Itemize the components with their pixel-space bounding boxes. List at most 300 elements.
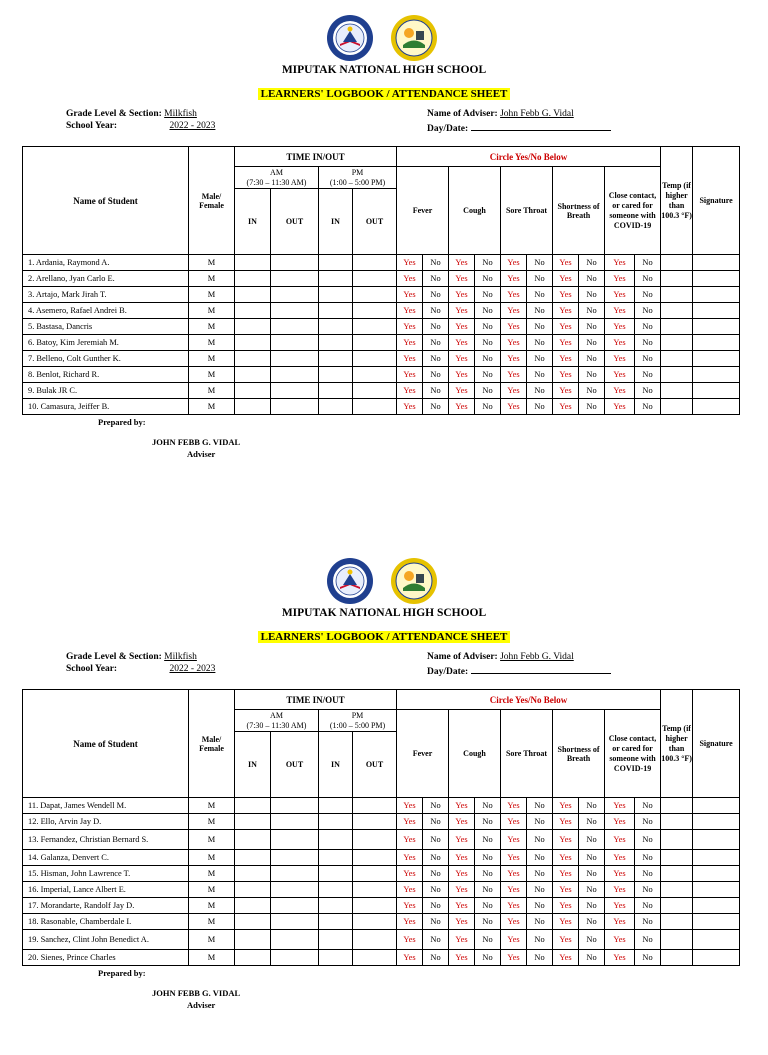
close-contact-yes[interactable]: Yes <box>605 399 635 415</box>
time-pm-in-cell[interactable] <box>319 303 353 319</box>
fever-yes[interactable]: Yes <box>397 898 423 914</box>
fever-yes[interactable]: Yes <box>397 367 423 383</box>
shortness-yes[interactable]: Yes <box>553 950 579 966</box>
sore-throat-yes[interactable]: Yes <box>501 367 527 383</box>
close-contact-no[interactable]: No <box>635 351 661 367</box>
close-contact-no[interactable]: No <box>635 287 661 303</box>
cough-no[interactable]: No <box>475 399 501 415</box>
time-am-out-cell[interactable] <box>271 287 319 303</box>
cough-no[interactable]: No <box>475 335 501 351</box>
time-pm-out-cell[interactable] <box>353 383 397 399</box>
shortness-no[interactable]: No <box>579 287 605 303</box>
time-pm-out-cell[interactable] <box>353 255 397 271</box>
time-pm-in-cell[interactable] <box>319 287 353 303</box>
cough-no[interactable]: No <box>475 914 501 930</box>
fever-no[interactable]: No <box>423 255 449 271</box>
close-contact-no[interactable]: No <box>635 850 661 866</box>
close-contact-yes[interactable]: Yes <box>605 287 635 303</box>
signature-cell[interactable] <box>693 367 740 383</box>
sore-throat-no[interactable]: No <box>527 367 553 383</box>
cough-yes[interactable]: Yes <box>449 930 475 950</box>
shortness-yes[interactable]: Yes <box>553 287 579 303</box>
close-contact-no[interactable]: No <box>635 271 661 287</box>
cough-no[interactable]: No <box>475 303 501 319</box>
shortness-yes[interactable]: Yes <box>553 319 579 335</box>
cough-yes[interactable]: Yes <box>449 914 475 930</box>
sore-throat-yes[interactable]: Yes <box>501 814 527 830</box>
close-contact-no[interactable]: No <box>635 882 661 898</box>
sore-throat-yes[interactable]: Yes <box>501 303 527 319</box>
fever-no[interactable]: No <box>423 271 449 287</box>
time-am-in-cell[interactable] <box>235 319 271 335</box>
time-pm-out-cell[interactable] <box>353 367 397 383</box>
cough-yes[interactable]: Yes <box>449 351 475 367</box>
sore-throat-no[interactable]: No <box>527 882 553 898</box>
sore-throat-no[interactable]: No <box>527 287 553 303</box>
temp-cell[interactable] <box>661 351 693 367</box>
fever-no[interactable]: No <box>423 914 449 930</box>
sore-throat-no[interactable]: No <box>527 850 553 866</box>
cough-yes[interactable]: Yes <box>449 383 475 399</box>
cough-no[interactable]: No <box>475 383 501 399</box>
shortness-no[interactable]: No <box>579 814 605 830</box>
signature-cell[interactable] <box>693 898 740 914</box>
time-am-in-cell[interactable] <box>235 850 271 866</box>
cough-no[interactable]: No <box>475 798 501 814</box>
shortness-yes[interactable]: Yes <box>553 351 579 367</box>
signature-cell[interactable] <box>693 271 740 287</box>
time-am-out-cell[interactable] <box>271 271 319 287</box>
cough-no[interactable]: No <box>475 814 501 830</box>
cough-no[interactable]: No <box>475 866 501 882</box>
close-contact-no[interactable]: No <box>635 950 661 966</box>
time-pm-out-cell[interactable] <box>353 399 397 415</box>
close-contact-no[interactable]: No <box>635 367 661 383</box>
time-am-out-cell[interactable] <box>271 367 319 383</box>
sore-throat-yes[interactable]: Yes <box>501 866 527 882</box>
time-pm-out-cell[interactable] <box>353 335 397 351</box>
close-contact-no[interactable]: No <box>635 383 661 399</box>
cough-yes[interactable]: Yes <box>449 303 475 319</box>
sore-throat-no[interactable]: No <box>527 898 553 914</box>
shortness-yes[interactable]: Yes <box>553 814 579 830</box>
cough-yes[interactable]: Yes <box>449 882 475 898</box>
time-pm-out-cell[interactable] <box>353 303 397 319</box>
close-contact-yes[interactable]: Yes <box>605 866 635 882</box>
fever-no[interactable]: No <box>423 866 449 882</box>
temp-cell[interactable] <box>661 399 693 415</box>
shortness-no[interactable]: No <box>579 383 605 399</box>
cough-no[interactable]: No <box>475 255 501 271</box>
signature-cell[interactable] <box>693 914 740 930</box>
day-date-field[interactable] <box>471 121 611 131</box>
signature-cell[interactable] <box>693 255 740 271</box>
shortness-yes[interactable]: Yes <box>553 255 579 271</box>
time-am-in-cell[interactable] <box>235 950 271 966</box>
time-am-out-cell[interactable] <box>271 950 319 966</box>
time-pm-in-cell[interactable] <box>319 367 353 383</box>
fever-yes[interactable]: Yes <box>397 850 423 866</box>
fever-yes[interactable]: Yes <box>397 798 423 814</box>
signature-cell[interactable] <box>693 850 740 866</box>
fever-yes[interactable]: Yes <box>397 882 423 898</box>
cough-yes[interactable]: Yes <box>449 255 475 271</box>
temp-cell[interactable] <box>661 898 693 914</box>
time-am-in-cell[interactable] <box>235 367 271 383</box>
sore-throat-yes[interactable]: Yes <box>501 255 527 271</box>
time-am-out-cell[interactable] <box>271 930 319 950</box>
temp-cell[interactable] <box>661 383 693 399</box>
time-am-out-cell[interactable] <box>271 399 319 415</box>
signature-cell[interactable] <box>693 950 740 966</box>
time-am-out-cell[interactable] <box>271 319 319 335</box>
time-pm-in-cell[interactable] <box>319 335 353 351</box>
fever-no[interactable]: No <box>423 850 449 866</box>
sore-throat-no[interactable]: No <box>527 814 553 830</box>
temp-cell[interactable] <box>661 866 693 882</box>
temp-cell[interactable] <box>661 930 693 950</box>
cough-no[interactable]: No <box>475 898 501 914</box>
close-contact-yes[interactable]: Yes <box>605 914 635 930</box>
time-pm-out-cell[interactable] <box>353 798 397 814</box>
shortness-yes[interactable]: Yes <box>553 850 579 866</box>
cough-no[interactable]: No <box>475 271 501 287</box>
close-contact-yes[interactable]: Yes <box>605 351 635 367</box>
time-am-out-cell[interactable] <box>271 798 319 814</box>
fever-yes[interactable]: Yes <box>397 351 423 367</box>
signature-cell[interactable] <box>693 335 740 351</box>
time-am-in-cell[interactable] <box>235 399 271 415</box>
fever-no[interactable]: No <box>423 882 449 898</box>
cough-yes[interactable]: Yes <box>449 271 475 287</box>
signature-cell[interactable] <box>693 882 740 898</box>
time-am-out-cell[interactable] <box>271 866 319 882</box>
fever-yes[interactable]: Yes <box>397 814 423 830</box>
shortness-no[interactable]: No <box>579 830 605 850</box>
sore-throat-yes[interactable]: Yes <box>501 319 527 335</box>
time-pm-out-cell[interactable] <box>353 319 397 335</box>
close-contact-no[interactable]: No <box>635 814 661 830</box>
time-am-out-cell[interactable] <box>271 898 319 914</box>
shortness-yes[interactable]: Yes <box>553 399 579 415</box>
cough-yes[interactable]: Yes <box>449 830 475 850</box>
time-pm-out-cell[interactable] <box>353 898 397 914</box>
time-am-out-cell[interactable] <box>271 303 319 319</box>
temp-cell[interactable] <box>661 335 693 351</box>
sore-throat-no[interactable]: No <box>527 914 553 930</box>
temp-cell[interactable] <box>661 287 693 303</box>
shortness-yes[interactable]: Yes <box>553 303 579 319</box>
fever-no[interactable]: No <box>423 351 449 367</box>
shortness-no[interactable]: No <box>579 914 605 930</box>
time-pm-in-cell[interactable] <box>319 950 353 966</box>
cough-yes[interactable]: Yes <box>449 866 475 882</box>
temp-cell[interactable] <box>661 303 693 319</box>
time-am-in-cell[interactable] <box>235 830 271 850</box>
fever-no[interactable]: No <box>423 950 449 966</box>
time-pm-in-cell[interactable] <box>319 319 353 335</box>
fever-no[interactable]: No <box>423 798 449 814</box>
close-contact-no[interactable]: No <box>635 303 661 319</box>
time-am-in-cell[interactable] <box>235 798 271 814</box>
shortness-no[interactable]: No <box>579 399 605 415</box>
shortness-yes[interactable]: Yes <box>553 271 579 287</box>
shortness-yes[interactable]: Yes <box>553 830 579 850</box>
sore-throat-no[interactable]: No <box>527 351 553 367</box>
close-contact-yes[interactable]: Yes <box>605 367 635 383</box>
sore-throat-yes[interactable]: Yes <box>501 399 527 415</box>
temp-cell[interactable] <box>661 914 693 930</box>
time-am-out-cell[interactable] <box>271 383 319 399</box>
fever-no[interactable]: No <box>423 383 449 399</box>
time-am-in-cell[interactable] <box>235 255 271 271</box>
time-pm-out-cell[interactable] <box>353 950 397 966</box>
time-am-in-cell[interactable] <box>235 914 271 930</box>
close-contact-yes[interactable]: Yes <box>605 882 635 898</box>
time-pm-in-cell[interactable] <box>319 850 353 866</box>
cough-no[interactable]: No <box>475 367 501 383</box>
shortness-no[interactable]: No <box>579 850 605 866</box>
fever-yes[interactable]: Yes <box>397 319 423 335</box>
signature-cell[interactable] <box>693 814 740 830</box>
shortness-yes[interactable]: Yes <box>553 914 579 930</box>
signature-cell[interactable] <box>693 383 740 399</box>
sore-throat-no[interactable]: No <box>527 383 553 399</box>
shortness-no[interactable]: No <box>579 898 605 914</box>
sore-throat-yes[interactable]: Yes <box>501 882 527 898</box>
temp-cell[interactable] <box>661 882 693 898</box>
signature-cell[interactable] <box>693 319 740 335</box>
time-am-in-cell[interactable] <box>235 814 271 830</box>
shortness-yes[interactable]: Yes <box>553 898 579 914</box>
sore-throat-yes[interactable]: Yes <box>501 271 527 287</box>
sore-throat-yes[interactable]: Yes <box>501 930 527 950</box>
time-am-in-cell[interactable] <box>235 335 271 351</box>
time-pm-in-cell[interactable] <box>319 399 353 415</box>
fever-yes[interactable]: Yes <box>397 830 423 850</box>
cough-no[interactable]: No <box>475 830 501 850</box>
cough-yes[interactable]: Yes <box>449 950 475 966</box>
temp-cell[interactable] <box>661 814 693 830</box>
sore-throat-yes[interactable]: Yes <box>501 850 527 866</box>
fever-no[interactable]: No <box>423 335 449 351</box>
close-contact-no[interactable]: No <box>635 830 661 850</box>
time-am-out-cell[interactable] <box>271 351 319 367</box>
shortness-yes[interactable]: Yes <box>553 383 579 399</box>
sore-throat-yes[interactable]: Yes <box>501 898 527 914</box>
time-am-in-cell[interactable] <box>235 866 271 882</box>
fever-no[interactable]: No <box>423 814 449 830</box>
time-pm-out-cell[interactable] <box>353 882 397 898</box>
time-am-out-cell[interactable] <box>271 814 319 830</box>
close-contact-no[interactable]: No <box>635 335 661 351</box>
temp-cell[interactable] <box>661 271 693 287</box>
close-contact-yes[interactable]: Yes <box>605 898 635 914</box>
shortness-no[interactable]: No <box>579 367 605 383</box>
sore-throat-yes[interactable]: Yes <box>501 351 527 367</box>
temp-cell[interactable] <box>661 367 693 383</box>
time-pm-out-cell[interactable] <box>353 271 397 287</box>
signature-cell[interactable] <box>693 287 740 303</box>
temp-cell[interactable] <box>661 319 693 335</box>
close-contact-no[interactable]: No <box>635 930 661 950</box>
fever-no[interactable]: No <box>423 287 449 303</box>
close-contact-yes[interactable]: Yes <box>605 830 635 850</box>
time-pm-out-cell[interactable] <box>353 351 397 367</box>
fever-no[interactable]: No <box>423 303 449 319</box>
fever-yes[interactable]: Yes <box>397 866 423 882</box>
temp-cell[interactable] <box>661 850 693 866</box>
fever-yes[interactable]: Yes <box>397 271 423 287</box>
fever-yes[interactable]: Yes <box>397 399 423 415</box>
shortness-yes[interactable]: Yes <box>553 882 579 898</box>
time-am-in-cell[interactable] <box>235 303 271 319</box>
cough-yes[interactable]: Yes <box>449 850 475 866</box>
temp-cell[interactable] <box>661 255 693 271</box>
time-am-out-cell[interactable] <box>271 882 319 898</box>
cough-no[interactable]: No <box>475 850 501 866</box>
cough-no[interactable]: No <box>475 287 501 303</box>
cough-yes[interactable]: Yes <box>449 814 475 830</box>
sore-throat-yes[interactable]: Yes <box>501 287 527 303</box>
cough-yes[interactable]: Yes <box>449 335 475 351</box>
close-contact-no[interactable]: No <box>635 319 661 335</box>
fever-no[interactable]: No <box>423 830 449 850</box>
time-am-in-cell[interactable] <box>235 271 271 287</box>
sore-throat-yes[interactable]: Yes <box>501 914 527 930</box>
time-am-out-cell[interactable] <box>271 914 319 930</box>
close-contact-no[interactable]: No <box>635 399 661 415</box>
time-am-out-cell[interactable] <box>271 850 319 866</box>
close-contact-no[interactable]: No <box>635 255 661 271</box>
time-am-out-cell[interactable] <box>271 255 319 271</box>
time-pm-in-cell[interactable] <box>319 882 353 898</box>
cough-yes[interactable]: Yes <box>449 367 475 383</box>
time-am-in-cell[interactable] <box>235 898 271 914</box>
time-pm-in-cell[interactable] <box>319 383 353 399</box>
time-am-in-cell[interactable] <box>235 882 271 898</box>
fever-yes[interactable]: Yes <box>397 930 423 950</box>
time-pm-in-cell[interactable] <box>319 914 353 930</box>
sore-throat-yes[interactable]: Yes <box>501 830 527 850</box>
cough-no[interactable]: No <box>475 930 501 950</box>
sore-throat-no[interactable]: No <box>527 830 553 850</box>
shortness-yes[interactable]: Yes <box>553 930 579 950</box>
fever-no[interactable]: No <box>423 399 449 415</box>
close-contact-yes[interactable]: Yes <box>605 335 635 351</box>
time-pm-in-cell[interactable] <box>319 351 353 367</box>
time-pm-in-cell[interactable] <box>319 814 353 830</box>
time-pm-out-cell[interactable] <box>353 930 397 950</box>
cough-no[interactable]: No <box>475 351 501 367</box>
sore-throat-yes[interactable]: Yes <box>501 335 527 351</box>
fever-yes[interactable]: Yes <box>397 287 423 303</box>
signature-cell[interactable] <box>693 798 740 814</box>
time-pm-in-cell[interactable] <box>319 271 353 287</box>
close-contact-yes[interactable]: Yes <box>605 798 635 814</box>
close-contact-yes[interactable]: Yes <box>605 930 635 950</box>
shortness-yes[interactable]: Yes <box>553 367 579 383</box>
signature-cell[interactable] <box>693 303 740 319</box>
cough-yes[interactable]: Yes <box>449 898 475 914</box>
fever-yes[interactable]: Yes <box>397 383 423 399</box>
time-pm-in-cell[interactable] <box>319 930 353 950</box>
time-pm-out-cell[interactable] <box>353 914 397 930</box>
shortness-yes[interactable]: Yes <box>553 798 579 814</box>
temp-cell[interactable] <box>661 830 693 850</box>
fever-no[interactable]: No <box>423 319 449 335</box>
fever-yes[interactable]: Yes <box>397 335 423 351</box>
fever-no[interactable]: No <box>423 930 449 950</box>
shortness-no[interactable]: No <box>579 303 605 319</box>
sore-throat-no[interactable]: No <box>527 798 553 814</box>
sore-throat-no[interactable]: No <box>527 271 553 287</box>
signature-cell[interactable] <box>693 399 740 415</box>
fever-yes[interactable]: Yes <box>397 255 423 271</box>
close-contact-yes[interactable]: Yes <box>605 814 635 830</box>
close-contact-no[interactable]: No <box>635 866 661 882</box>
fever-no[interactable]: No <box>423 898 449 914</box>
temp-cell[interactable] <box>661 950 693 966</box>
sore-throat-no[interactable]: No <box>527 255 553 271</box>
time-pm-out-cell[interactable] <box>353 830 397 850</box>
fever-yes[interactable]: Yes <box>397 914 423 930</box>
time-pm-in-cell[interactable] <box>319 898 353 914</box>
temp-cell[interactable] <box>661 798 693 814</box>
time-pm-in-cell[interactable] <box>319 866 353 882</box>
close-contact-no[interactable]: No <box>635 898 661 914</box>
sore-throat-yes[interactable]: Yes <box>501 383 527 399</box>
sore-throat-yes[interactable]: Yes <box>501 950 527 966</box>
cough-yes[interactable]: Yes <box>449 798 475 814</box>
close-contact-no[interactable]: No <box>635 914 661 930</box>
cough-no[interactable]: No <box>475 882 501 898</box>
shortness-yes[interactable]: Yes <box>553 335 579 351</box>
close-contact-yes[interactable]: Yes <box>605 271 635 287</box>
signature-cell[interactable] <box>693 866 740 882</box>
time-am-in-cell[interactable] <box>235 287 271 303</box>
shortness-no[interactable]: No <box>579 882 605 898</box>
close-contact-no[interactable]: No <box>635 798 661 814</box>
time-am-out-cell[interactable] <box>271 335 319 351</box>
sore-throat-no[interactable]: No <box>527 950 553 966</box>
shortness-no[interactable]: No <box>579 866 605 882</box>
sore-throat-yes[interactable]: Yes <box>501 798 527 814</box>
close-contact-yes[interactable]: Yes <box>605 950 635 966</box>
time-pm-out-cell[interactable] <box>353 814 397 830</box>
time-pm-out-cell[interactable] <box>353 850 397 866</box>
time-pm-in-cell[interactable] <box>319 255 353 271</box>
time-pm-out-cell[interactable] <box>353 866 397 882</box>
cough-yes[interactable]: Yes <box>449 399 475 415</box>
shortness-no[interactable]: No <box>579 335 605 351</box>
shortness-no[interactable]: No <box>579 930 605 950</box>
signature-cell[interactable] <box>693 830 740 850</box>
shortness-no[interactable]: No <box>579 271 605 287</box>
time-am-in-cell[interactable] <box>235 930 271 950</box>
sore-throat-no[interactable]: No <box>527 319 553 335</box>
time-pm-in-cell[interactable] <box>319 830 353 850</box>
fever-yes[interactable]: Yes <box>397 303 423 319</box>
shortness-no[interactable]: No <box>579 319 605 335</box>
cough-no[interactable]: No <box>475 950 501 966</box>
sore-throat-no[interactable]: No <box>527 930 553 950</box>
time-pm-out-cell[interactable] <box>353 287 397 303</box>
sore-throat-no[interactable]: No <box>527 399 553 415</box>
sore-throat-no[interactable]: No <box>527 866 553 882</box>
fever-yes[interactable]: Yes <box>397 950 423 966</box>
close-contact-yes[interactable]: Yes <box>605 319 635 335</box>
